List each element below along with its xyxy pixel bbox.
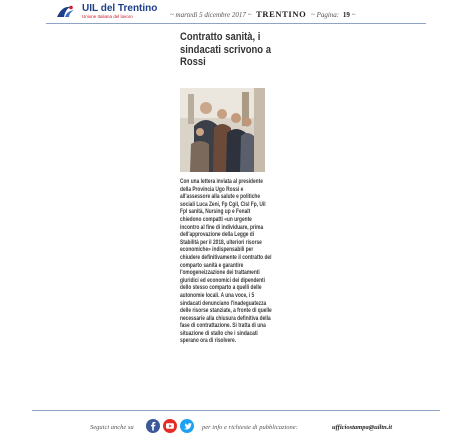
logo-tagline: Unione Italiana del lavoro — [82, 14, 133, 19]
logo-name: UIL del Trentino — [82, 3, 158, 14]
youtube-icon[interactable] — [163, 419, 177, 433]
people-group-photo — [180, 88, 265, 172]
contact-prefix: per info e richieste di pubblicazione: — [202, 424, 298, 431]
contact-email-link[interactable]: ufficiostampa@uiltn.it — [332, 424, 393, 431]
page-number: 19 — [342, 11, 350, 19]
page-label: ~ Pagina: — [311, 11, 340, 19]
uil-logo-icon — [56, 4, 76, 20]
article-photo — [180, 88, 265, 172]
facebook-icon[interactable] — [146, 419, 160, 433]
page-suffix: ~ — [351, 11, 356, 19]
article-headline: Contratto sanità, i sindacati scrivono a Rossi — [180, 31, 271, 68]
issue-date: ~ martedì 5 dicembre 2017 ~ — [170, 11, 252, 19]
issue-info — [170, 9, 355, 19]
section-name: TRENTINO — [256, 9, 307, 19]
article-body: Con una lettera inviata al presidente della Provincia Ugo Rossi e all'assessore alla salute e politiche sociali Luca Zeni, Fp Cgil, Cisl Fp, Uil Fpl sanità, Nursing up e Fenalt chiedono compatti «un urgente incontro al fine di individuare, prima dell'approvazione della Legge di Stabilità per il 2018, ulteriori risorse economiche» indispensabili per chiudere definitivamente il contratto del comparto sanità e garantire l'omogeneizzazione dei trattamenti giuridici ed economici dei dipendenti dello stesso comparto a quelli delle autonomie locali. A una voce, i 5 sindacati denunciano l'inadeguatezza delle risorse stanziate, a fronte di quelle necessarie alla chiusura definitiva della fase di contrattazione. Si tratta di una situazione di stallo che i sindacati sperano ora di risolvere. — [180, 178, 272, 345]
twitter-icon[interactable] — [180, 419, 194, 433]
header-divider — [46, 23, 426, 24]
footer-divider — [32, 410, 440, 411]
follow-label: Seguici anche su — [90, 424, 134, 431]
